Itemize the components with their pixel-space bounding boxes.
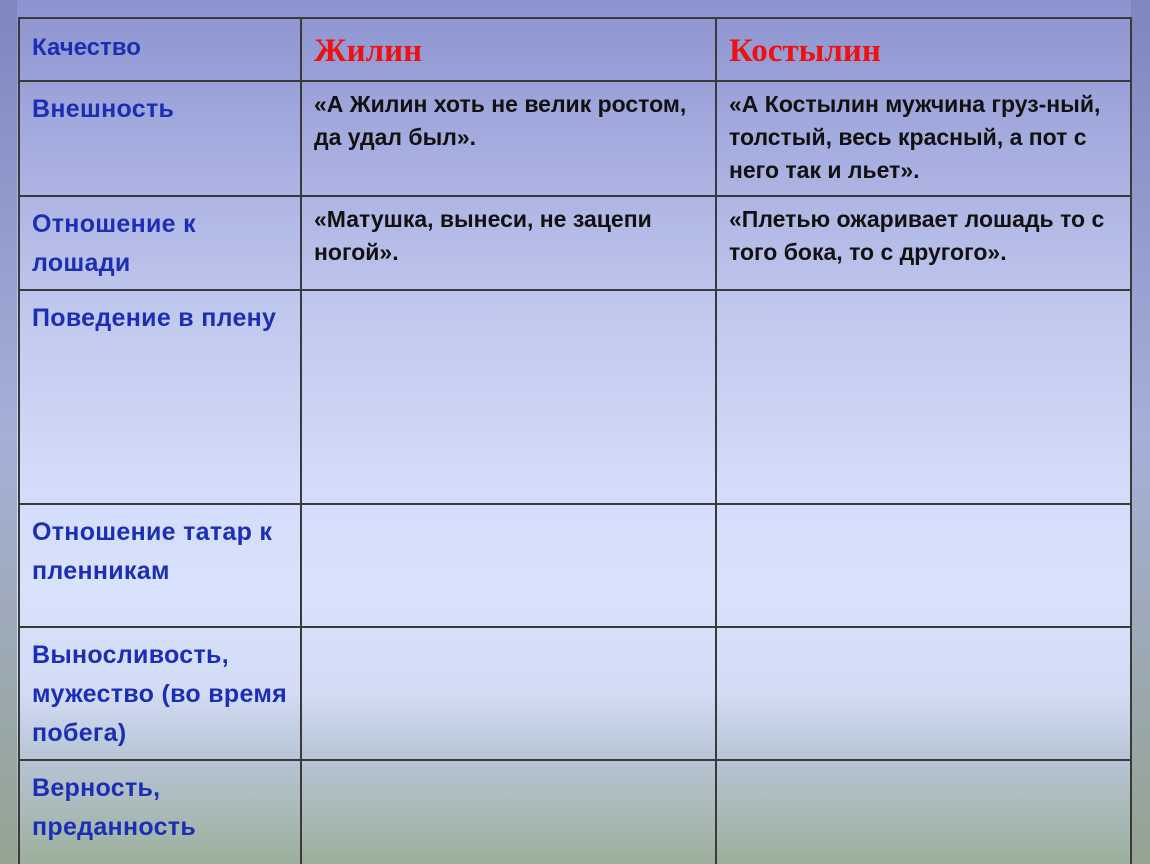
kostylin-appearance: «А Костылин мужчина груз-ный, толстый, весь красный, а пот с него так и льет». [716,81,1131,196]
header-kostylin: Костылин [716,18,1131,81]
table-header-row [19,18,1131,81]
zhilin-horse-attitude: «Матушка, вынеси, не зацепи ногой». [301,196,716,290]
zhilin-loyalty [301,760,716,864]
kostylin-tatars-attitude [716,504,1131,627]
kostylin-horse-attitude: «Плетью ожаривает лошадь то с того бока, то с другого». [716,196,1131,290]
slide-left-edge [0,0,17,864]
quality-tatars-attitude: Отношение татар к пленникам [19,504,301,627]
table-row [19,627,1131,760]
table-row [19,760,1131,864]
kostylin-loyalty [716,760,1131,864]
comparison-table [18,17,1132,864]
table-row [19,504,1131,627]
quality-endurance-courage: Выносливость, мужество (во время побега) [19,627,301,760]
header-quality: Качество [19,18,301,81]
zhilin-endurance-courage [301,627,716,760]
zhilin-captivity-behavior [301,290,716,504]
table-row [19,196,1131,290]
zhilin-tatars-attitude [301,504,716,627]
header-zhilin: Жилин [301,18,716,81]
quality-horse-attitude: Отношение к лошади [19,196,301,290]
kostylin-captivity-behavior [716,290,1131,504]
slide-right-edge [1131,0,1150,864]
quality-captivity-behavior: Поведение в плену [19,290,301,504]
table-row [19,290,1131,504]
kostylin-endurance-courage [716,627,1131,760]
quality-appearance: Внешность [19,81,301,196]
quality-loyalty: Верность, преданность [19,760,301,864]
table-row [19,81,1131,196]
zhilin-appearance: «А Жилин хоть не велик ростом, да удал был». [301,81,716,196]
